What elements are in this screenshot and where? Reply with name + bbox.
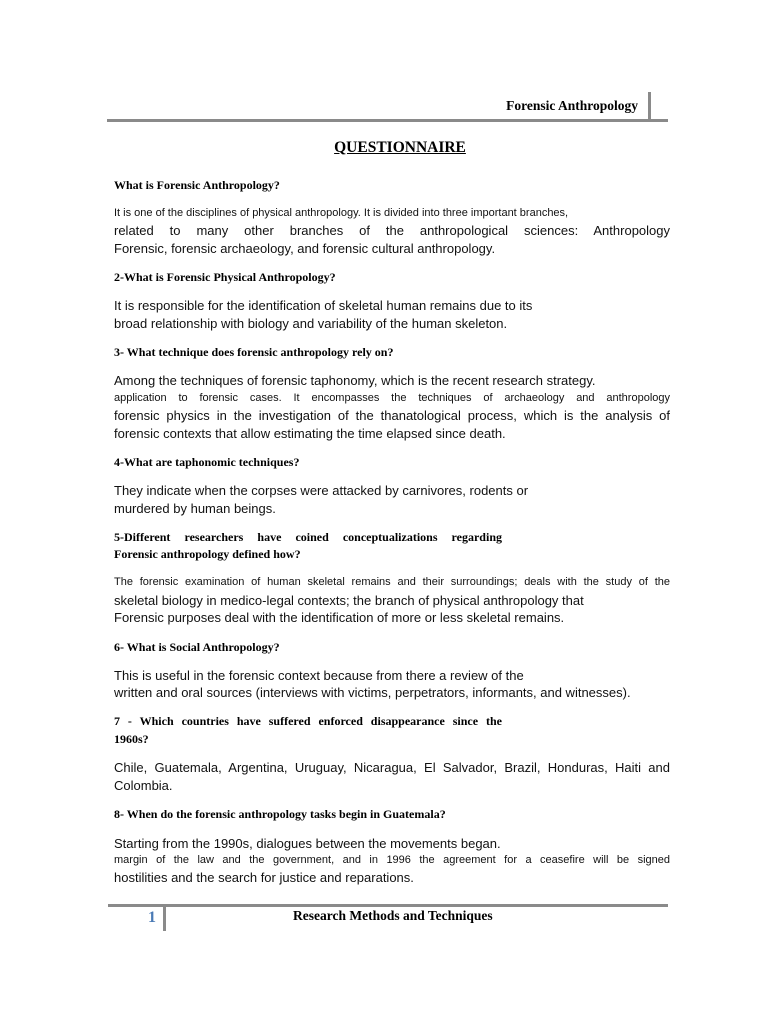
answer-3-line-2: application to forensic cases. It encompasses the techniques of archaeology and anthropology (114, 392, 670, 404)
answer-8-line-1: Starting from the 1990s, dialogues between the movements began. (114, 836, 501, 851)
answer-8-line-3: hostilities and the search for justice and reparations. (114, 870, 414, 885)
question-4: 4-What are taphonomic techniques? (114, 455, 300, 469)
answer-5-line-1: The forensic examination of human skeletal remains and their surroundings; deals with the study of the (114, 576, 670, 588)
question-1: What is Forensic Anthropology? (114, 178, 280, 192)
question-5-line-1: 5-Different researchers have coined conceptualizations regarding (114, 530, 502, 544)
answer-3-line-1: Among the techniques of forensic taphonomy, which is the recent research strategy. (114, 373, 596, 388)
question-7-line-2: 1960s? (114, 732, 149, 746)
answer-7-line-1: Chile, Guatemala, Argentina, Uruguay, Nicaragua, El Salvador, Brazil, Honduras, Haiti and (114, 760, 670, 775)
question-8: 8- When do the forensic anthropology tasks begin in Guatemala? (114, 807, 446, 821)
question-2: 2-What is Forensic Physical Anthropology? (114, 270, 336, 284)
answer-4-line-1: They indicate when the corpses were attacked by carnivores, rodents or (114, 483, 529, 498)
footer-rule (108, 904, 668, 907)
question-3: 3- What technique does forensic anthropology rely on? (114, 345, 394, 359)
question-5-line-2: Forensic anthropology defined how? (114, 547, 301, 561)
page-number: 1 (148, 909, 156, 926)
answer-5-line-3: Forensic purposes deal with the identification of more or less skeletal remains. (114, 610, 565, 625)
answer-8-line-2: margin of the law and the government, and in 1996 the agreement for a ceasefire will be signed (114, 854, 670, 866)
question-7-line-1: 7 - Which countries have suffered enforced disappearance since the (114, 714, 502, 728)
answer-6-line-2: written and oral sources (interviews with victims, perpetrators, informants, and witnesses). (114, 685, 631, 700)
header-rule (107, 119, 668, 122)
answer-6-line-1: This is useful in the forensic context because from there a review of the (114, 668, 524, 683)
header-title: Forensic Anthropology (506, 98, 638, 113)
header-vertical-bar (648, 92, 651, 120)
answer-4-line-2: murdered by human beings. (114, 501, 276, 516)
answer-1-line-1: It is one of the disciplines of physical anthropology. It is divided into three important branches, (114, 207, 569, 219)
answer-3-line-3: forensic physics in the investigation of the thanatological process, which is the analysis of (114, 408, 670, 423)
answer-3-line-4: forensic contexts that allow estimating the time elapsed since death. (114, 426, 506, 441)
answer-2-line-2: broad relationship with biology and variability of the human skeleton. (114, 316, 508, 331)
question-6: 6- What is Social Anthropology? (114, 640, 280, 654)
answer-7-line-2: Colombia. (114, 778, 173, 793)
answer-5-line-2: skeletal biology in medico-legal contexts; the branch of physical anthropology that (114, 593, 584, 608)
answer-2-line-1: It is responsible for the identification of skeletal human remains due to its (114, 298, 533, 313)
footer-vertical-bar (163, 907, 166, 931)
document-title: QUESTIONNAIRE (334, 139, 466, 156)
answer-1-line-3: Forensic, forensic archaeology, and forensic cultural anthropology. (114, 241, 496, 256)
footer-title: Research Methods and Techniques (293, 908, 493, 923)
answer-1-line-2: related to many other branches of the anthropological sciences: Anthropology (114, 223, 670, 238)
